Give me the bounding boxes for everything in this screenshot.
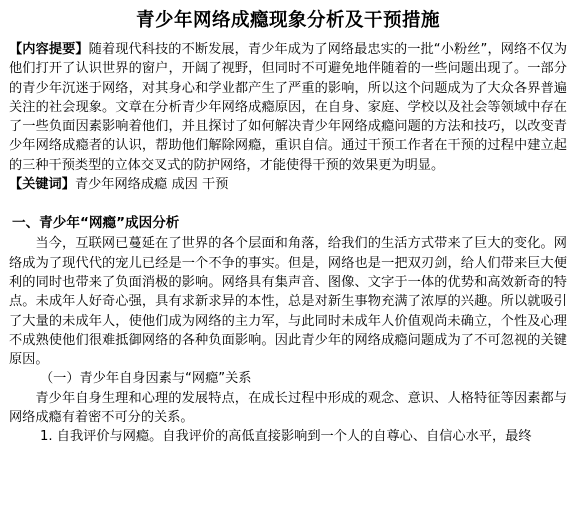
abstract-text: 随着现代科技的不断发展，青少年成为了网络最忠实的一批“小粉丝”，网络不仅为他们打开了认识世界的窗户，开阔了视野，但同时不可避免地伴随着的一些问题出现了。一部分的青少年沉迷于网络，对其身心和学业都产生了严重的影响，所以这个问题成为了大众各界普遍关注的社会现象。文章在分析青少年网络成瘾原因，在自身、家庭、学校以及社会等领域中存在了一些负面因素影响着他们，并且探讨了如何解决青少年网络成瘾问题的方法和技巧，以改变青少年网络成瘾者的认识，帮助他们解除网瘾，重识自信。通过干预工作者在干预的过程中建立起的三种干预类型的立体交叉式的防护网络，才能使得干预的效果更为明显。 <box>9 42 568 173</box>
section-heading: 一、青少年“网瘾”成因分析 <box>12 215 180 232</box>
section-paragraph: 当今，互联网已蔓延在了世界的各个层面和角落，给我们的生活方式带来了巨大的变化。网络成为了现代代的宠儿已经是一个不争的事实。但是，网络也是一把双刃剑，给人们带来巨大便利的同时也带来了负面消极的影响。网络具有集声音、图像、文字于一体的优势和高效新奇的特点。未成年人好奇心强，具有求新求异的本性，总是对新生事物充满了浓厚的兴趣。所以就吸引了大量的未成年人，使他们成为网络的主力军，与此同时未成年人价值观尚未确立，个性及心理不成熟使他们很难抵御网络的各种负面影响。因此青少年的网络成瘾问题成为了不可忽视的关键原因。 <box>9 236 567 368</box>
keywords-text: 青少年网络成瘾 成因 干预 <box>74 177 229 193</box>
subsection-paragraph: 青少年自身生理和心理的发展特点，在成长过程中形成的观念、意识、人格特征等因素都与网络成瘾有着密不可分的关系。 <box>9 390 567 426</box>
keywords-line <box>9 175 567 194</box>
keywords-label: 【关键词】 <box>9 177 75 193</box>
subsection-heading: （一）青少年自身因素与“网瘾”关系 <box>40 371 252 387</box>
abstract-paragraph <box>9 40 567 175</box>
section-gap <box>9 194 567 212</box>
document-title: 青少年网络成瘾现象分析及干预措施 <box>135 10 440 31</box>
abstract-label: 【内容提要】 <box>9 42 89 57</box>
numbered-item: 1. 自我评价与网瘾。自我评价的高低直接影响到一个人的自尊心、自信心水平，最终 <box>40 429 532 445</box>
